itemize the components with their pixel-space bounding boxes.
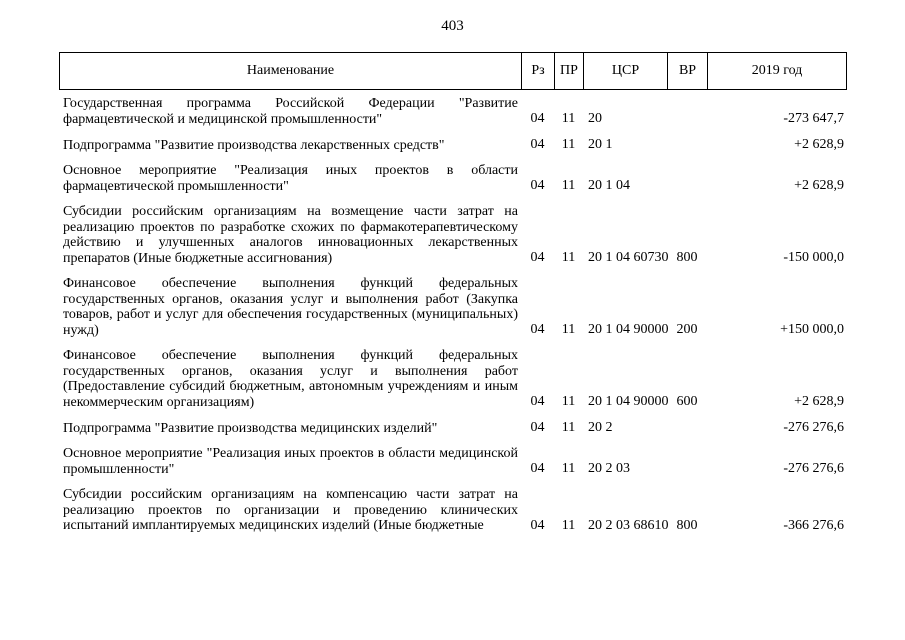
table-row — [59, 204, 846, 276]
row-vr: 600 — [676, 394, 698, 409]
table-row — [59, 163, 846, 204]
row-csr: 20 1 04 60730 — [588, 250, 669, 265]
row-csr: 20 2 — [588, 420, 613, 435]
row-csr: 20 2 03 — [588, 461, 630, 476]
row-name: Подпрограмма "Развитие производства медицинских изделий" — [63, 420, 438, 436]
row-rz: 04 — [530, 517, 545, 533]
row-name: Финансовое обеспечение выполнения функций федеральных государственных органов, оказания услуг и выполнения работ (Предоставление субсидий бюджетным, автономным учреждениям и иным некоммерческим организациям) — [63, 348, 518, 410]
row-pr: 11 — [561, 250, 576, 265]
row-vr — [667, 420, 707, 446]
row-csr: 20 2 03 68610 — [588, 517, 669, 533]
row-rz: 04 — [530, 250, 545, 265]
row-rz: 04 — [530, 461, 545, 476]
row-rz: 04 — [530, 394, 545, 409]
table-body — [59, 96, 846, 544]
row-csr: 20 1 04 — [588, 178, 630, 193]
row-csr: 20 1 04 90000 — [588, 322, 669, 337]
header-name: Наименование — [60, 53, 522, 90]
row-vr — [667, 137, 707, 163]
budget-table — [59, 96, 846, 544]
header-pr: ПР — [555, 53, 584, 90]
row-rz: 04 — [530, 420, 545, 435]
row-rz: 04 — [530, 137, 545, 152]
row-amount: -276 276,6 — [783, 420, 844, 435]
row-pr: 11 — [561, 517, 576, 533]
row-amount: +150 000,0 — [780, 322, 844, 337]
table-row — [59, 446, 846, 487]
row-pr: 11 — [561, 111, 576, 126]
row-csr: 20 1 — [588, 137, 613, 152]
row-rz: 04 — [530, 178, 545, 193]
row-name: Основное мероприятие "Реализация иных проектов в области медицинской промышленности" — [63, 446, 518, 477]
table-row — [59, 348, 846, 420]
row-amount: -276 276,6 — [783, 461, 844, 476]
row-csr: 20 — [588, 111, 602, 126]
row-rz: 04 — [530, 322, 545, 337]
row-amount: +2 628,9 — [794, 394, 844, 409]
row-amount: -273 647,7 — [783, 111, 844, 126]
row-name: Основное мероприятие "Реализация иных проектов в области фармацевтической промышленности" — [63, 163, 518, 194]
row-name: Субсидии российским организациям на компенсацию части затрат на реализацию проектов по организации и проведению клинических испытаний имплантируемых медицинских изделий (Иные бюджетные — [63, 487, 518, 533]
table-row — [59, 137, 846, 163]
table-row — [59, 96, 846, 137]
row-amount: +2 628,9 — [794, 137, 844, 152]
header-vr: ВР — [668, 53, 708, 90]
row-pr: 11 — [561, 322, 576, 337]
row-name: Финансовое обеспечение выполнения функций федеральных государственных органов, оказания услуг и выполнения работ (Закупка товаров, работ и услуг для обеспечения государственных (муниципальных) нужд) — [63, 276, 518, 338]
page-number: 403 — [441, 18, 464, 34]
row-vr — [667, 163, 707, 204]
row-pr: 11 — [561, 461, 576, 476]
table-header — [59, 52, 847, 90]
row-name: Государственная программа Российской Федерации "Развитие фармацевтической и медицинской промышленности" — [63, 96, 518, 127]
header-year: 2019 год — [708, 53, 847, 90]
table-row — [59, 420, 846, 446]
row-pr: 11 — [561, 420, 576, 435]
row-amount: +2 628,9 — [794, 178, 844, 193]
row-vr — [667, 446, 707, 487]
row-vr: 200 — [676, 322, 698, 337]
header-csr: ЦСР — [584, 53, 668, 90]
header-rz: Рз — [522, 53, 555, 90]
row-pr: 11 — [561, 394, 576, 409]
row-vr: 800 — [676, 517, 698, 533]
row-name: Подпрограмма "Развитие производства лекарственных средств" — [63, 137, 445, 153]
table-row — [59, 276, 846, 348]
row-name: Субсидии российским организациям на возмещение части затрат на реализацию проектов по разработке схожих по фармакотерапевтическому действию и улучшенных аналогов инновационных лекарственных препаратов (Иные бюджетные ассигнования) — [63, 204, 518, 266]
row-csr: 20 1 04 90000 — [588, 394, 669, 409]
row-vr: 800 — [676, 250, 698, 265]
row-rz: 04 — [530, 111, 545, 126]
row-pr: 11 — [561, 178, 576, 193]
table-row — [59, 487, 846, 544]
row-vr — [667, 96, 707, 137]
row-amount: -366 276,6 — [783, 517, 844, 533]
row-amount: -150 000,0 — [783, 250, 844, 265]
row-pr: 11 — [561, 137, 576, 152]
